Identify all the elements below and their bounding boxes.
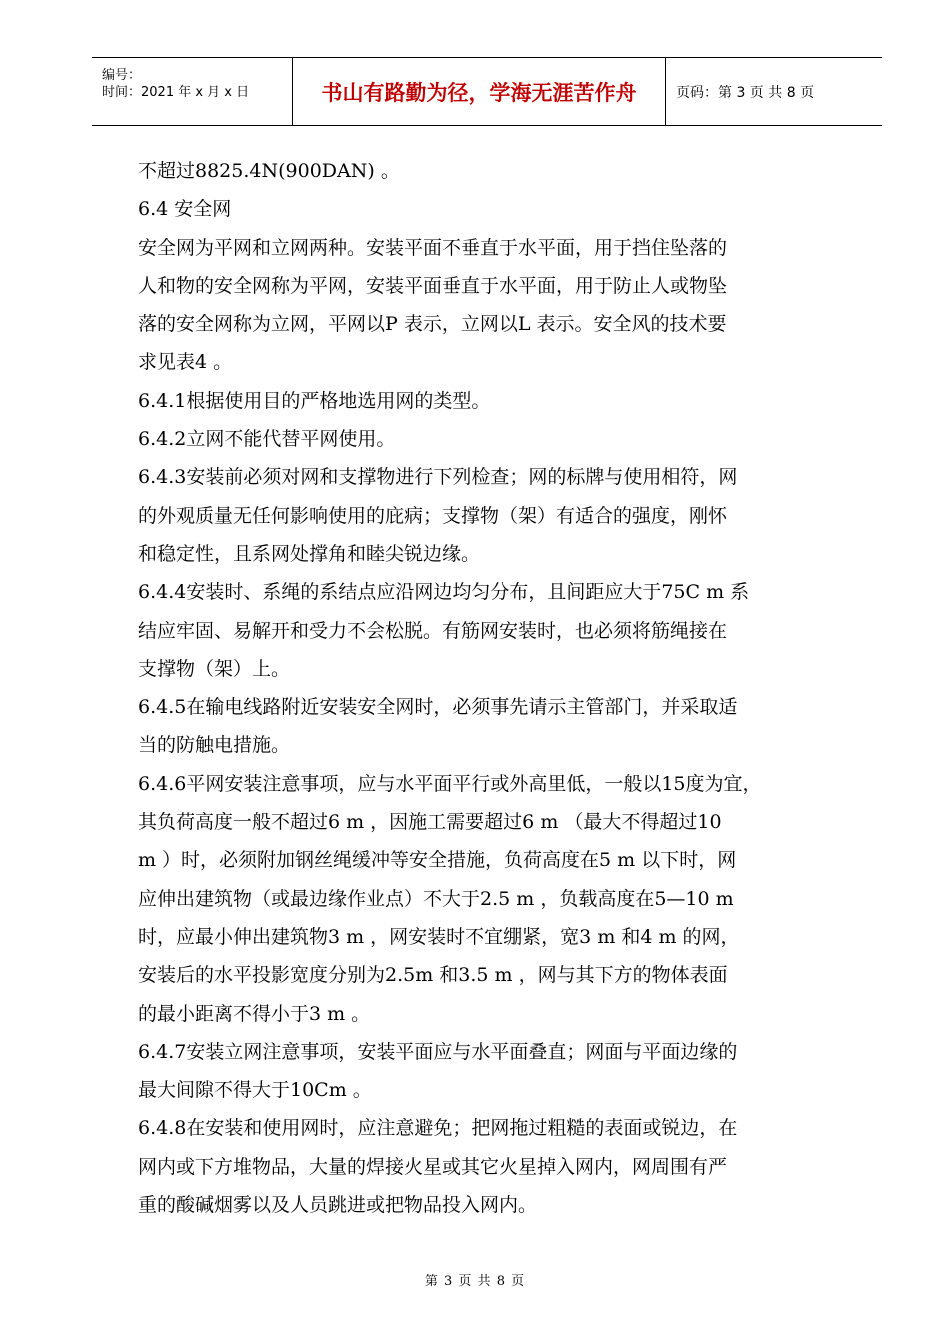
document-body: [138, 152, 850, 1224]
text-line: 的最小距离不得小于3 m 。: [138, 1002, 371, 1025]
text-line: 最大间隙不得大于10Cm 。: [138, 1079, 372, 1102]
text-line: 结应牢固、易解开和受力不会松脱。有筋网安装时，也必须将筋绳接在: [138, 619, 728, 642]
section-heading: 6.4 安全网: [138, 198, 232, 221]
text-line: 6.4.1根据使用目的严格地选用网的类型。: [138, 389, 491, 412]
text-line: 重的酸碱烟雾以及人员跳进或把物品投入网内。: [138, 1194, 538, 1217]
time-label: 时间：2021 年 x 月 x 日: [102, 85, 250, 100]
text-line: 6.4.8在安装和使用网时，应注意避免；把网拖过粗糙的表面或锐边，在: [138, 1117, 738, 1140]
text-line: 网内或下方堆物品，大量的焊接火星或其它火星掉入网内，网周围有严: [138, 1155, 728, 1178]
text-line: 6.4.7安装立网注意事项，安装平面应与水平面叠直；网面与平面边缘的: [138, 1040, 738, 1063]
header-page-info: 页码：第 3 页 共 8 页: [676, 84, 815, 101]
text-line: 支撑物（架）上。: [138, 657, 291, 680]
text-line: 和稳定性，且系网处撑角和睦尖锐边缘。: [138, 542, 481, 565]
text-line: 的外观质量无任何影响使用的庇病；支撑物（架）有适合的强度，刚怀: [138, 504, 728, 527]
header-meta: [92, 58, 293, 125]
text-line: 6.4.2立网不能代替平网使用。: [138, 428, 396, 451]
text-line: 6.4.6平网安装注意事项，应与水平面平行或外高里低，一般以15度为宜，: [138, 772, 762, 795]
text-line: 落的安全网称为立网，平网以P 表示，立网以L 表示。安全风的技术要: [138, 313, 727, 336]
page-header: [92, 57, 882, 126]
text-line: 安全网为平网和立网两种。安装平面不垂直于水平面，用于挡住坠落的: [138, 236, 728, 259]
text-line: m ）时，必须附加钢丝绳缓冲等安全措施，负荷高度在5 m 以下时，网: [138, 849, 737, 872]
text-line: 当的防触电措施。: [138, 734, 291, 757]
page-footer: 第 3 页 共 8 页: [424, 1274, 526, 1289]
header-motto: 书山有路勤为径，学海无涯苦作舟: [293, 58, 666, 125]
text-line: 其负荷高度一般不超过6 m ，因施工需要超过6 m （最大不得超过10: [138, 811, 722, 834]
text-line: 6.4.5在输电线路附近安装安全网时，必须事先请示主管部门，并采取适: [138, 696, 738, 719]
text-line: 6.4.4安装时、系绳的系结点应沿网边均匀分布，且间距应大于75C m 系: [138, 581, 750, 604]
text-line: 应伸出建筑物（或最边缘作业点）不大于2.5 m ，负载高度在5—10 m: [138, 887, 734, 910]
text-line: 人和物的安全网称为平网，安装平面垂直于水平面，用于防止人或物坠: [138, 274, 728, 297]
text-line: 不超过8825.4N(900DAN) 。: [138, 160, 400, 182]
text-line: 时，应最小伸出建筑物3 m ，网安装时不宜绷紧，宽3 m 和4 m 的网，: [138, 925, 740, 948]
number-label: 编号：: [102, 68, 142, 83]
text-line: 安装后的水平投影宽度分别为2.5m 和3.5 m ，网与其下方的物体表面: [138, 964, 728, 987]
text-line: 6.4.3安装前必须对网和支撑物进行下列检查；网的标牌与使用相符，网: [138, 466, 738, 489]
text-line: 求见表4 。: [138, 351, 233, 374]
